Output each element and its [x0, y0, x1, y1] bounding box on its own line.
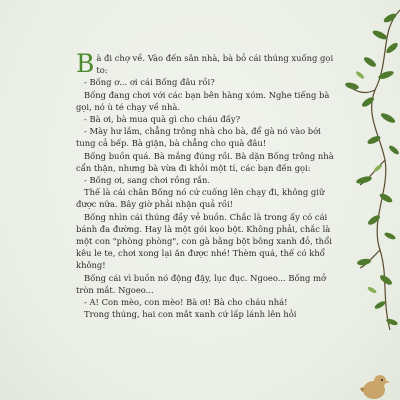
story-paragraph: - Mày hư lắm, chẳng trông nhà cho bà, để gà nó vào bới tung cả bếp. Bà giận, bà chẳng cho quà đâu!	[76, 126, 321, 149]
story-paragraph: - Bà ơi, bà mua quà gì cho cháu đấy?	[84, 114, 241, 125]
story-text	[76, 49, 336, 320]
drop-cap: B	[76, 49, 95, 78]
story-paragraph	[76, 49, 336, 78]
story-paragraph: - Bống ơ... ơi cái Bống đâu rồi?	[84, 77, 215, 88]
story-first-sentence: à đi chợ về. Vào đến sân nhà, bà bỏ cái thúng xuống gọi to:	[96, 53, 334, 76]
story-paragraph: Bống buồn quá. Bà mắng đúng rồi. Bà dặn Bống trông nhà cẩn thận, nhưng bà vừa đi khỏi một tí, các bạn đến gọi:	[76, 150, 334, 173]
story-paragraph: - A! Con mèo, con mèo! Bà ơi! Bà cho cháu nhá!	[84, 297, 288, 308]
story-paragraph: - Bống ơi, sang chơi rồng rắn.	[84, 175, 211, 186]
story-paragraph: Bống đang chơi với các bạn bên hàng xóm. Nghe tiếng bà gọi, nó ù té chạy về nhà.	[76, 89, 330, 112]
story-paragraph: Bống nhìn cái thúng đầy vẻ buồn. Chắc là trong ấy có cái bánh đa đường. Hay là một gói kẹo bột. Không phải, chắc là một con "phòng phòng", con gà bằng bột bông xanh đỏ, thổi kêu le te, chơi xong lại ăn được nhé! Thèm quá, thế có khổ không!	[76, 211, 332, 271]
bird-illustration	[356, 370, 392, 400]
story-paragraph: Thế là cái chân Bống nó cứ cuống lên chạy đi, không giữ được nữa. Bây giờ phải nhận quả rồi!	[76, 187, 325, 210]
vine-illustration	[330, 0, 400, 400]
story-paragraph: Bống cái vì buồn nó động đậy, lục đục. Ngoeo... Bống mở tròn mắt. Ngoeo...	[76, 272, 327, 295]
story-paragraph: Trong thúng, hai con mắt xanh cứ lấp lánh lên hỏi	[84, 309, 297, 320]
